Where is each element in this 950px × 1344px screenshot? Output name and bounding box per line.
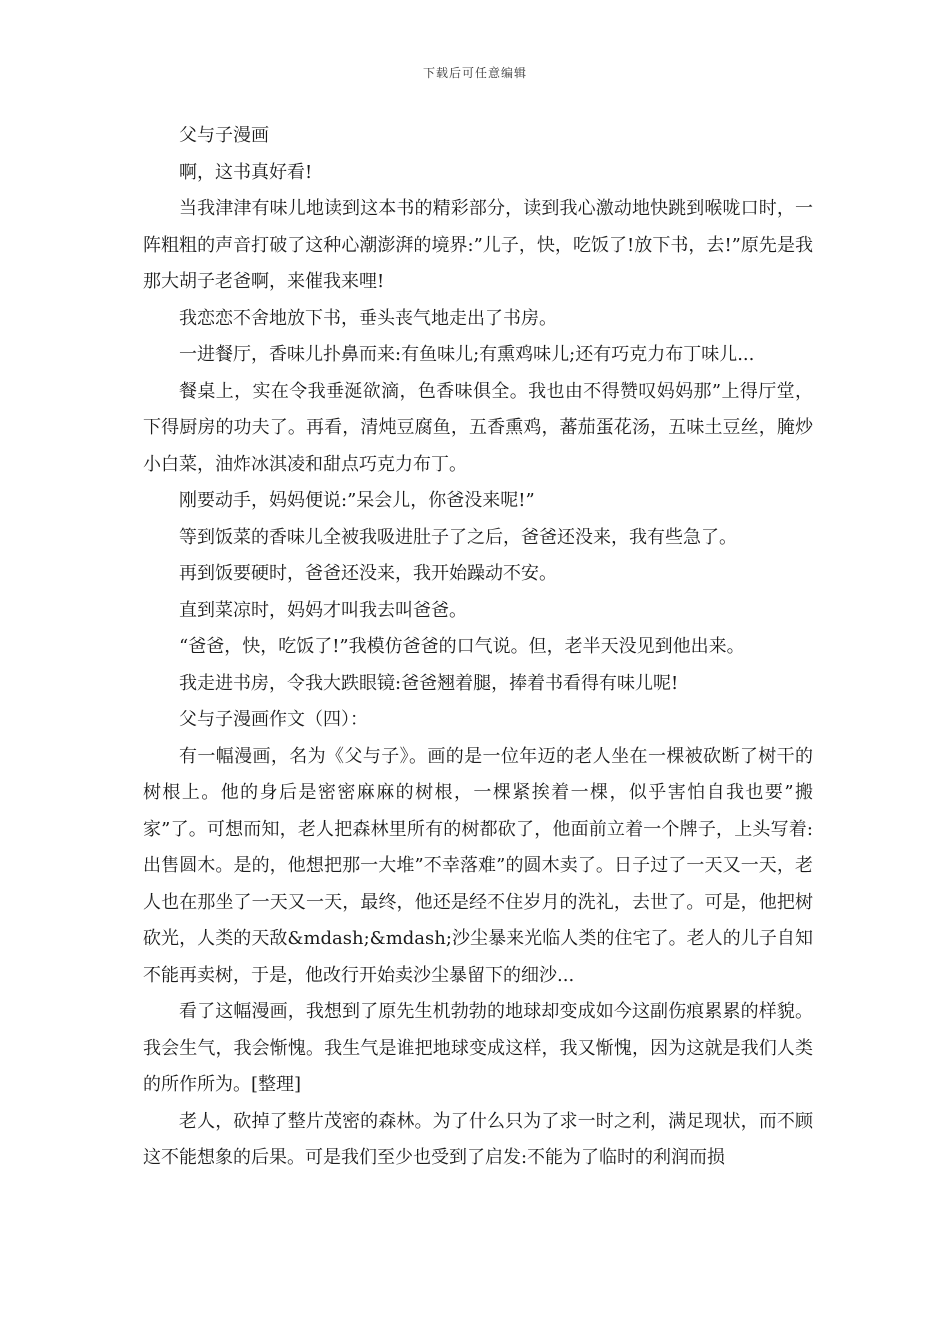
paragraph: 父与子漫画 <box>179 125 269 146</box>
paragraph: “爸爸，快，吃饭了!”我模仿爸爸的口气说。但，老半天没见到他出来。 <box>179 636 745 657</box>
paragraph: 我恋恋不舍地放下书，垂头丧气地走出了书房。 <box>179 307 557 329</box>
paragraph: 看了这幅漫画，我想到了原先生机勃勃的地球却变成如今这副伤痕累累的样貌。我会生气，我会惭愧。我生气是谁把地球变成这样，我又惭愧，因为这就是我们人类的所作所为。[整理] <box>143 1001 813 1095</box>
paragraph: 餐桌上，实在令我垂涎欲滴，色香味俱全。我也由不得赞叹妈妈那”上得厅堂，下得厨房的功夫了。再看，清炖豆腐鱼，五香熏鸡，蕃茄蛋花汤，五味土豆丝，腌炒小白菜，油炸冰淇凌和甜点巧克力布丁。 <box>143 380 813 475</box>
paragraph: 我走进书房，令我大跌眼镜:爸爸翘着腿，捧着书看得有味儿呢! <box>179 672 679 694</box>
paragraph: 有一幅漫画，名为《父与子》。画的是一位年迈的老人坐在一棵被砍断了树干的树根上。他的身后是密密麻麻的树根，一棵紧挨着一棵，似乎害怕自我也要”搬家”了。可想而知，老人把森林里所有的树都砍了，他面前立着一个牌子，上头写着:出售圆木。是的，他想把那一大堆”不幸落难”的圆木卖了。日子过了一天又一天，老人也在那坐了一天又一天，最终，他还是经不住岁月的洗礼，去世了。可是，他把树砍光，人类的天敌&mdash;&mdash;沙尘暴来光临人类的住宅了。老人的儿子自知不能再卖树，于是，他改行开始卖沙尘暴留下的细沙... <box>143 745 813 986</box>
paragraph: 一进餐厅，香味儿扑鼻而来:有鱼味儿;有熏鸡味儿;还有巧克力布丁味儿... <box>179 344 755 365</box>
paragraph: 直到菜凉时，妈妈才叫我去叫爸爸。 <box>179 599 467 621</box>
paragraph: 老人，砍掉了整片茂密的森林。为了什么只为了求一时之利，满足现状，而不顾这不能想象的后果。可是我们至少也受到了启发:不能为了临时的利润而损 <box>143 1110 813 1168</box>
paragraph: 再到饭要硬时，爸爸还没来，我开始躁动不安。 <box>179 563 557 584</box>
paragraph: 刚要动手，妈妈便说:”呆会儿，你爸没来呢!” <box>179 490 535 511</box>
paragraph: 当我津津有味儿地读到这本书的精彩部分，读到我心激动地快跳到喉咙口时，一阵粗粗的声音打破了这种心潮澎湃的境界:”儿子，快，吃饭了!放下书，去!”原先是我那大胡子老爸啊，来催我来哩! <box>143 198 813 292</box>
paragraph: 等到饭菜的香味儿全被我吸进肚子了之后，爸爸还没来，我有些急了。 <box>179 526 737 548</box>
header-note: 下载后可任意编辑 <box>422 66 527 80</box>
document-body <box>143 118 813 1177</box>
section-heading: 父与子漫画作文（四）： <box>179 709 368 730</box>
paragraph: 啊，这书真好看! <box>179 161 313 183</box>
